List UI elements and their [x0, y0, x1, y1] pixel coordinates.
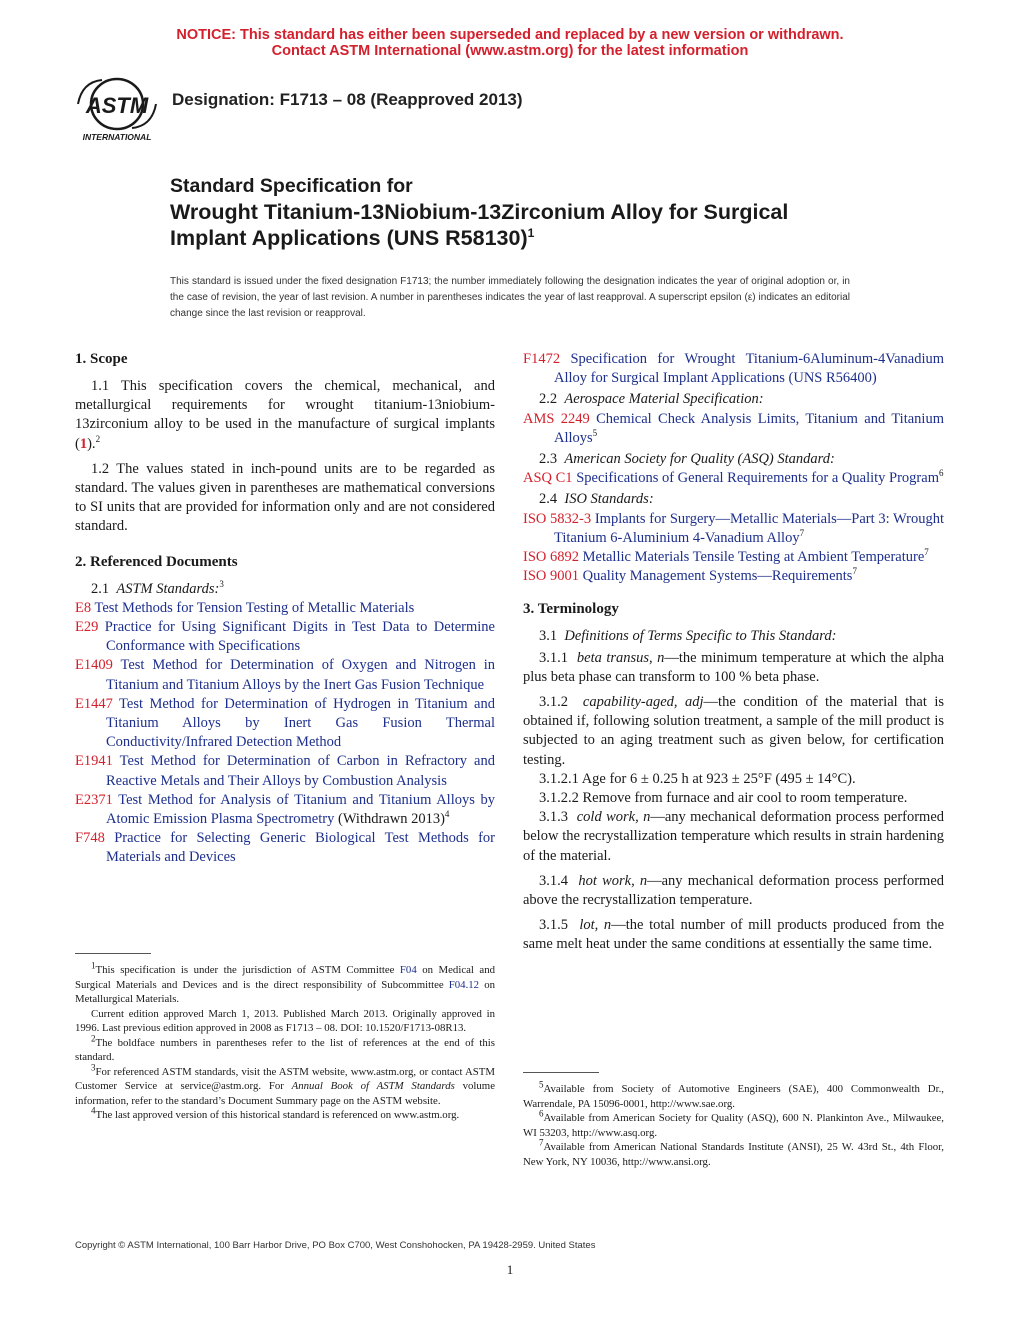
standard-link-f1472[interactable]: F1472 — [523, 351, 561, 367]
notice-line-2: Contact ASTM International (www.astm.org) for the latest information — [271, 43, 749, 59]
list-item — [75, 618, 495, 656]
subcommittee-link-f04-12[interactable]: F04.12 — [448, 978, 480, 991]
footnotes-left — [75, 960, 496, 1123]
standard-title-link[interactable]: Test Methods for Tension Testing of Metallic Materials — [91, 599, 415, 616]
list-item: ISO 6892 Metallic Materials Tensile Testing at Ambient Temperature$^7$ — [523, 547, 929, 566]
footnote-6: $^6$Available from American Society for Quality (ASQ), 600 N. Plankinton Ave., Milwaukee, WI 53203, http://www.asq.org. — [523, 1108, 944, 1139]
footnote-rule-left — [75, 953, 151, 954]
definition-3-1-2-1: 3.1.2.1 Age for 6 ± 0.25 h at 923 ± 25°F (495 ± 14°C). — [539, 770, 856, 787]
notice-line-1: NOTICE: This standard has either been superseded and replaced by a new version or withdrawn. — [176, 27, 844, 43]
iso-label: 2.4 ISO Standards: — [539, 491, 654, 508]
standard-link[interactable]: E2371 — [75, 791, 113, 808]
title-line-3: Implant Applications (UNS R58130)$^1$ — [170, 225, 535, 250]
right-column — [523, 350, 944, 961]
page-number: 1 — [506, 1262, 514, 1277]
logo-text: ASTM — [85, 93, 149, 118]
logo-subtext: INTERNATIONAL — [82, 132, 152, 142]
copyright: Copyright © ASTM International, 100 Barr Harbor Drive, PO Box C700, West Conshohocken, PA 19428-2959. United States — [75, 1240, 596, 1251]
definition-lot: 3.1.5 lot, n—the total number of mill products produced from the same melt heat under the same conditions at essentially the same time. — [523, 917, 945, 953]
astm-logo-icon — [74, 74, 160, 146]
definition-capability-aged: 3.1.2 capability-aged, adj—the condition of the material that is obtained if, following solution treatment, a sample of the mill product is subjected to an aging treatment such as given below, for certification testing. — [523, 694, 945, 768]
standard-link[interactable]: E29 — [75, 619, 99, 636]
left-column — [75, 350, 495, 868]
standard-link[interactable]: E1409 — [75, 657, 113, 674]
standard-title-link[interactable]: Test Method for Analysis of Titanium and Titanium Alloys by Atomic Emission Plasma Spectrometry — [106, 791, 495, 828]
list-item — [75, 829, 495, 867]
footnotes-right — [523, 1079, 944, 1169]
definition-3-1-2-2: 3.1.2.2 Remove from furnace and air cool to room temperature. — [539, 790, 908, 807]
scope-1-2: 1.2 The values stated in inch-pound units are to be regarded as standard. The values given in parentheses are mathematical conversions to SI units that are provided for information only and are not considered standard. — [75, 460, 495, 535]
standard-title-link[interactable]: Implants for Surgery—Metallic Materials—Part 3: Wrought Titanium 6-Aluminium 4-Vanadium Alloy — [554, 510, 944, 546]
aerospace-label: 2.2 Aerospace Material Specification: — [539, 391, 764, 408]
section-heading-scope: 1. Scope — [75, 351, 128, 367]
asq-label: 2.3 American Society for Quality (ASQ) Standard: — [539, 451, 835, 468]
definition-cold-work: 3.1.3 cold work, n—any mechanical deformation process performed below the recrystallization temperature which results in strain hardening of the material. — [523, 809, 945, 864]
designation: Designation: F1713 – 08 (Reapproved 2013) — [172, 90, 523, 109]
list-item: F1472 Specification for Wrought Titanium-6Aluminum-4Vanadium Alloy for Surgical Implant Applications (UNS R56400) — [523, 351, 944, 387]
standard-title-link[interactable]: Quality Management Systems—Requirements — [579, 568, 853, 585]
definitions-label: 3.1 Definitions of Terms Specific to This Standard: — [539, 628, 837, 645]
footnote-5: $^5$Available from Society of Automotive Engineers (SAE), 400 Commonwealth Dr., Warrendale, PA 15096-0001, http://www.sae.org. — [523, 1079, 944, 1110]
standard-link-asq-c1[interactable]: ASQ C1 — [523, 470, 573, 487]
list-item — [75, 656, 495, 694]
standard-link-ams-2249[interactable]: AMS 2249 — [523, 410, 590, 427]
definition-hot-work: 3.1.4 hot work, n—any mechanical deformation process performed above the recrystallization temperature. — [523, 872, 945, 909]
list-item — [75, 599, 495, 618]
list-item: ISO 5832-3 Implants for Surgery—Metallic Materials—Part 3: Wrought Titanium 6-Aluminium 4-Vanadium Alloy$^7$ — [523, 510, 944, 546]
definition-beta-transus: 3.1.1 beta transus, n—the minimum temperature at which the alpha plus beta phase can transform to 100 % beta phase. — [523, 649, 945, 685]
intro-paragraph: This standard is issued under the fixed designation F1713; the number immediately following the designation indicates the year of original adoption or, in the case of revision, the year of last revision. A number in parentheses indicates the year of last reapproval. A superscript epsilon (ε) indicates an editorial change since the last revision or reapproval. — [170, 276, 850, 319]
footnote-4: $^4$The last approved version of this historical standard is referenced on www.astm.org. — [91, 1105, 460, 1121]
astm-standards-label: 2.1 ASTM Standards:$^3$ — [91, 578, 224, 597]
standard-title-link[interactable]: Practice for Using Significant Digits in Test Data to Determine Conformance with Specifications — [98, 619, 495, 655]
title-line-1: Standard Specification for — [170, 175, 413, 197]
standard-link[interactable]: E8 — [75, 599, 92, 616]
standard-title-link[interactable]: Practice for Selecting Generic Biological Test Methods for Materials and Devices — [104, 830, 495, 866]
title-line-2: Wrought Titanium-13Niobium-13Zirconium Alloy for Surgical — [170, 200, 789, 224]
committee-link-f04[interactable]: F04 — [399, 964, 417, 976]
document-title — [170, 174, 890, 251]
reference-link-1[interactable]: 1 — [79, 435, 88, 452]
standard-title-link[interactable]: Test Method for Determination of Oxygen and Nitrogen in Titanium and Titanium Alloys by the Inert Gas Fusion Technique — [106, 657, 495, 693]
standard-link[interactable]: ISO 6892 — [523, 549, 579, 566]
list-item: AMS 2249 Chemical Check Analysis Limits, Titanium and Titanium Alloys$^5$ — [523, 410, 944, 446]
list-item: E2371 Test Method for Analysis of Titanium and Titanium Alloys by Atomic Emission Plasma Spectrometry (Withdrawn 2013)$^4$ — [75, 791, 495, 828]
footnote-3: $^3$For referenced ASTM standards, visit the ASTM website, www.astm.org, or contact ASTM Customer Service at service@astm.org. For Annual Book of ASTM Standards volume information, refer to the standard’s Document Summary page on the ASTM website. — [75, 1061, 495, 1107]
list-item: ISO 9001 Quality Management Systems—Requirements$^7$ — [523, 566, 857, 585]
scope-1-1: 1.1 This specification covers the chemical, mechanical, and metallurgical requirements for wrought titanium-13niobium-13zirconium alloy to be used in the manufacture of surgical implants (1).$^2$ — [75, 378, 495, 452]
astm-standards-list — [75, 599, 495, 868]
standard-title-link[interactable]: Test Method for Determination of Carbon in Refractory and Reactive Metals and Their Alloys by Combustion Analysis — [106, 753, 495, 789]
standard-title-link[interactable]: Test Method for Determination of Hydrogen in Titanium and Titanium Alloys by Inert Gas Fusion Thermal Conductivity/Infrared Detection Method — [106, 695, 495, 751]
list-item — [75, 752, 495, 790]
section-heading-referenced-documents: 2. Referenced Documents — [75, 553, 238, 570]
standard-title-link[interactable]: Metallic Materials Tensile Testing at Ambient Temperature — [579, 549, 925, 566]
list-item: ASQ C1 Specifications of General Requirements for a Quality Program$^6$ — [523, 468, 944, 487]
standard-link[interactable]: E1941 — [75, 753, 113, 770]
footnote-1: $^1$This specification is under the jurisdiction of ASTM Committee F04 on Medical and Surgical Materials and Devices and is the direct responsibility of Subcommittee F04.12 on Metallurgical Materials. — [75, 960, 496, 1005]
list-item — [75, 695, 495, 753]
standard-link[interactable]: ISO 9001 — [523, 568, 579, 585]
iso-standards-list — [523, 510, 944, 587]
standard-link[interactable]: F748 — [75, 830, 105, 847]
footnote-1-edition: Current edition approved March 1, 2013. Published March 2013. Originally approved in 1996. Last previous edition approved in 2008 as F1713 – 08. DOI: 10.1520/F1713-08R13. — [75, 1007, 495, 1034]
footnote-7: $^7$Available from American National Standards Institute (ANSI), 25 W. 43rd St., 4th Floor, New York, NY 10036, http://www.ansi.org. — [523, 1137, 944, 1168]
standard-link[interactable]: ISO 5832-3 — [523, 510, 592, 527]
section-heading-terminology: 3. Terminology — [523, 601, 619, 618]
footnote-rule-right — [523, 1072, 599, 1073]
standard-link[interactable]: E1447 — [75, 695, 113, 712]
footnote-2: $^2$The boldface numbers in parentheses refer to the list of references at the end of this standard. — [75, 1032, 495, 1063]
